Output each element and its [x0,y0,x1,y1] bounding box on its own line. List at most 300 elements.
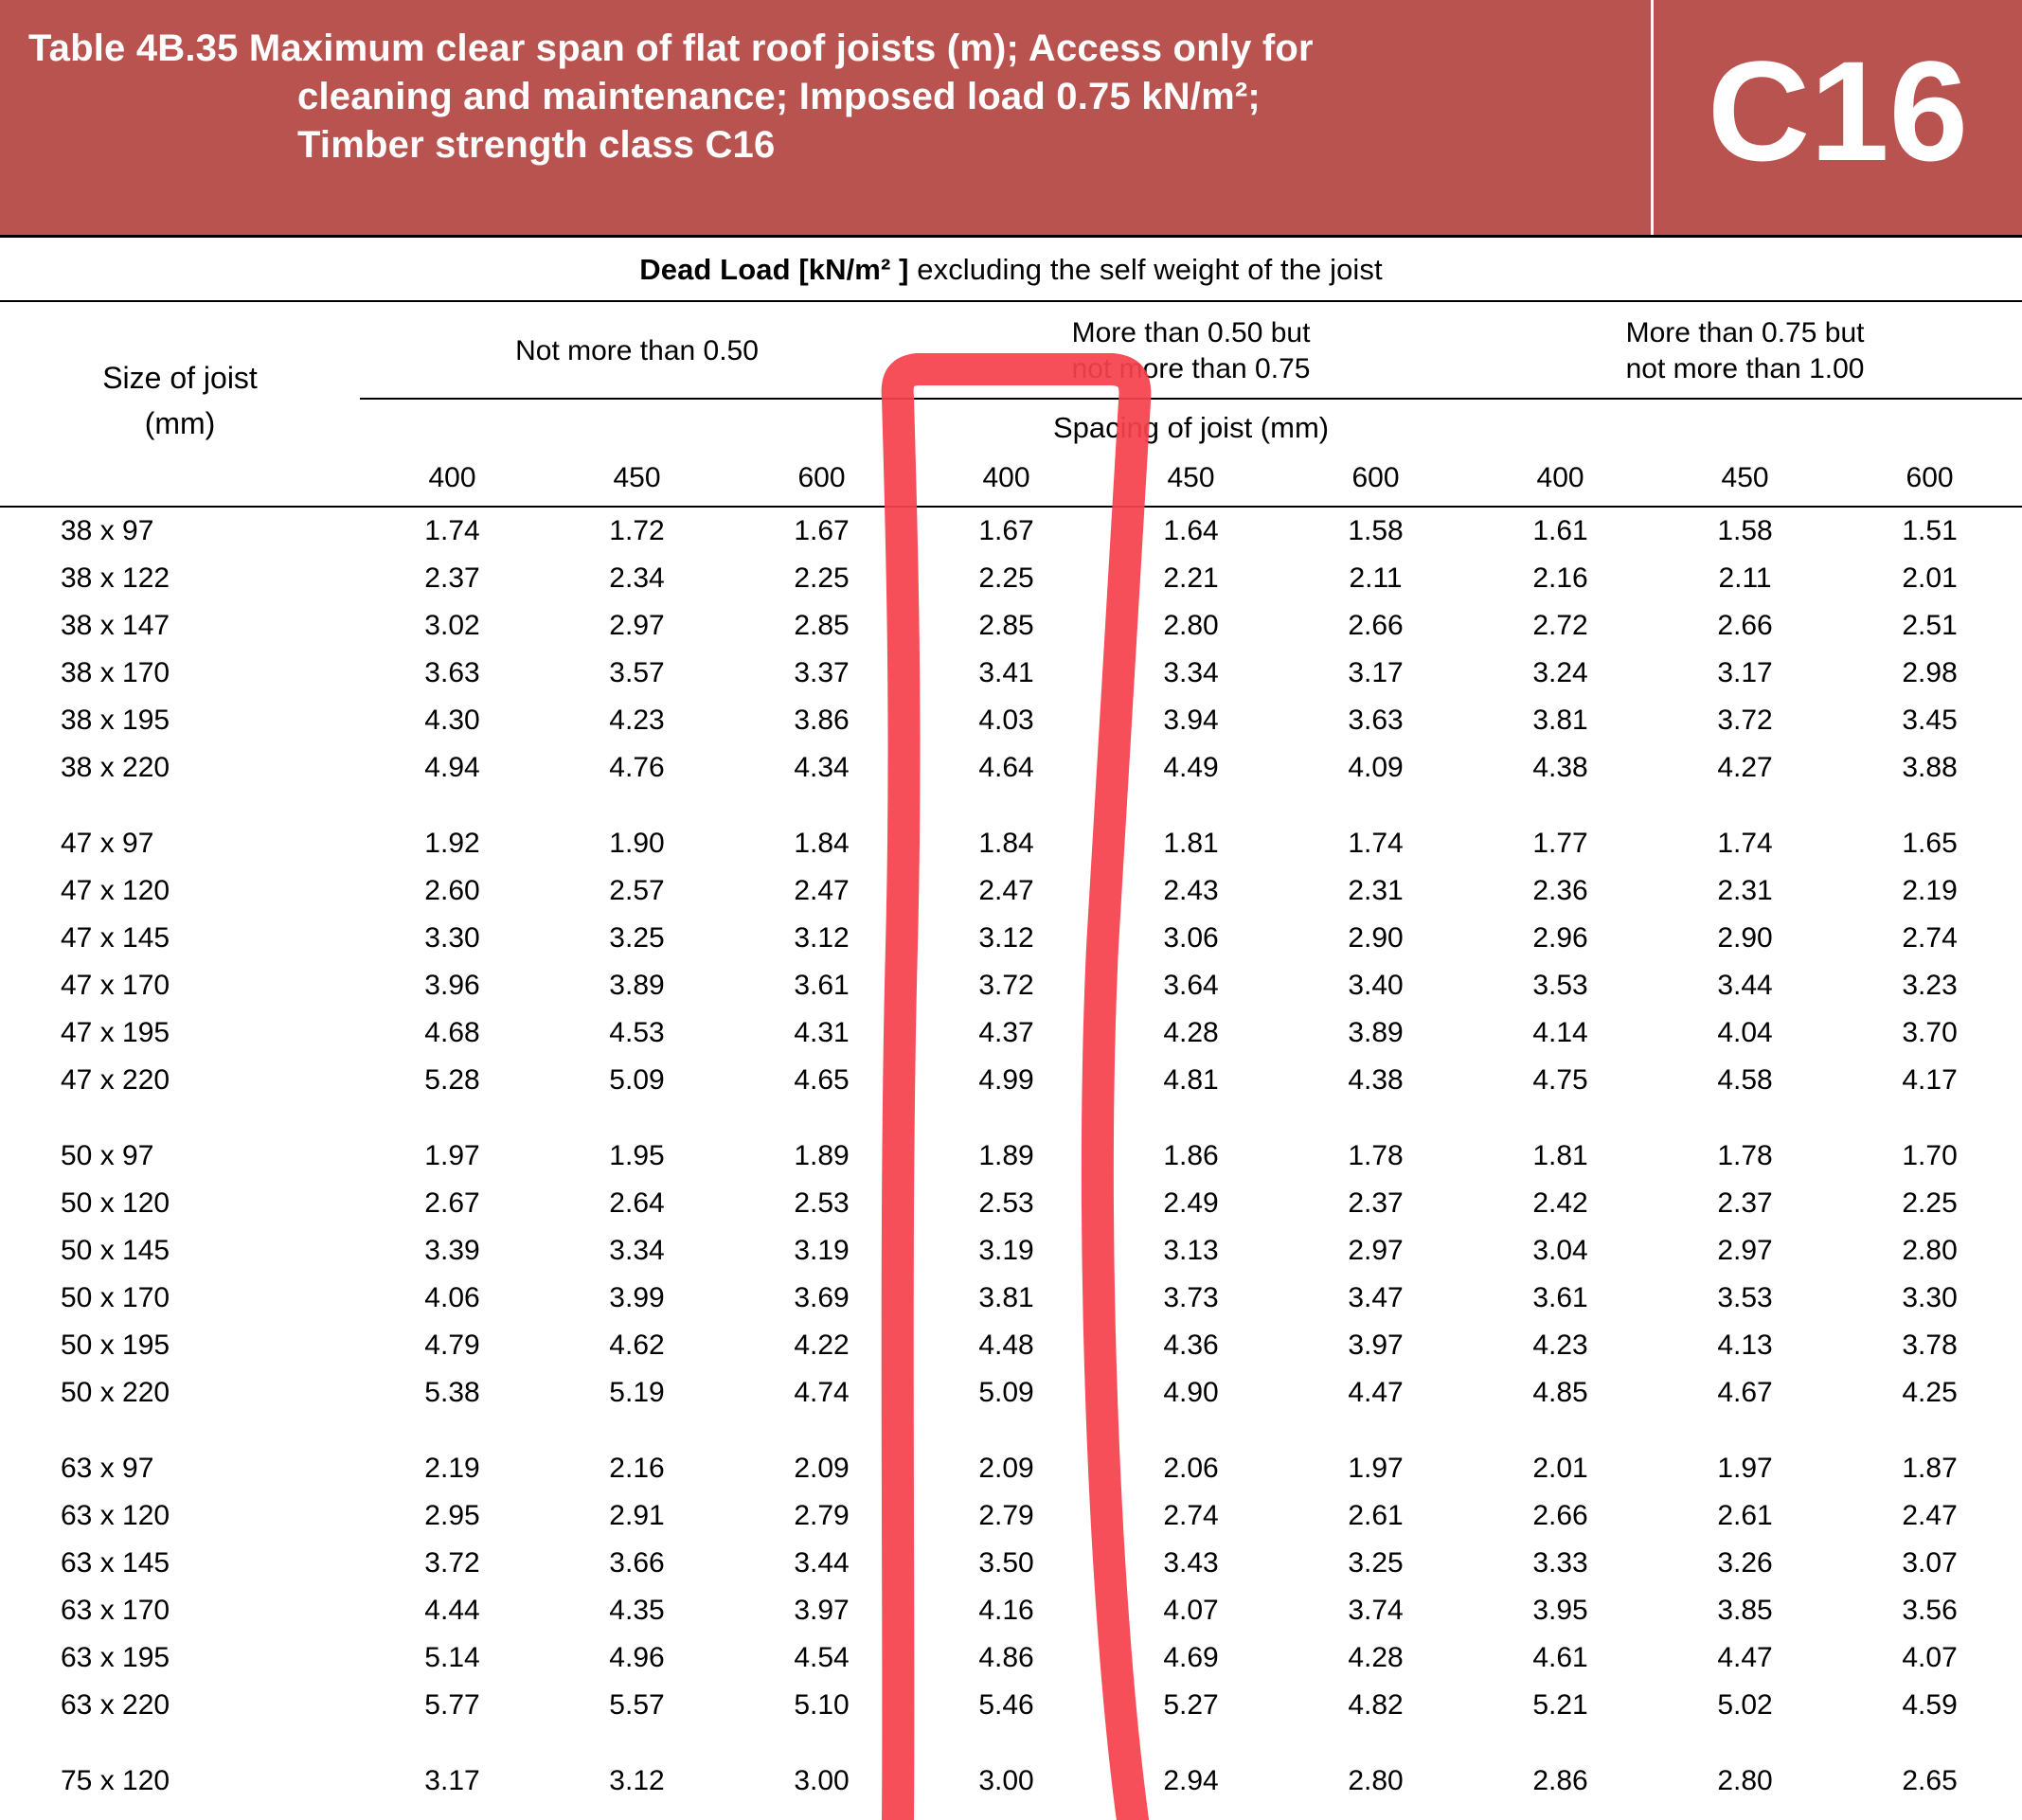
spacing-value-header-3: 600 [797,462,846,493]
span-value-cell: 3.66 [609,1547,665,1579]
span-value-cell: 2.34 [609,562,665,594]
span-value-cell: 3.53 [1717,1282,1773,1313]
span-value-cell: 5.02 [1717,1689,1773,1721]
maximum-clear-span-table [0,302,2022,1805]
span-value-cell: 1.81 [1532,1140,1588,1171]
span-value-cell: 2.43 [1163,875,1219,906]
joist-size-cell: 50 x 220 [61,1377,170,1408]
table-row [0,1322,2022,1369]
page-title-line-1: Table 4B.35 Maximum clear span of flat roof joists (m); Access only for [28,27,1314,69]
span-value-cell: 4.47 [1717,1642,1773,1673]
span-value-cell: 4.96 [609,1642,665,1673]
dead-load-group-header-2-line-2: not more than 0.75 [1071,352,1311,384]
joist-size-cell: 50 x 145 [61,1235,170,1266]
span-value-cell: 3.56 [1902,1595,1958,1626]
span-value-cell: 4.27 [1717,752,1773,783]
table-block-gap-cell [0,792,2022,820]
span-value-cell: 1.97 [1717,1453,1773,1484]
span-value-cell: 3.12 [794,922,850,954]
span-value-cell: 1.58 [1653,507,1837,555]
table-block-gap [0,792,2022,820]
span-value-cell: 2.98 [1902,657,1958,688]
span-value-cell: 3.40 [1348,970,1404,1001]
spacing-value-header-2: 450 [613,462,661,493]
span-value-cell: 3.99 [609,1282,665,1313]
joist-size-cell: 63 x 120 [61,1500,170,1531]
joist-size-cell: 63 x 220 [61,1689,170,1721]
span-value-cell: 4.06 [424,1282,480,1313]
joist-size-cell: 38 x 97 [0,507,360,555]
span-value-cell: 3.02 [424,610,480,641]
span-value-cell: 3.06 [1163,922,1219,954]
span-value-cell: 3.74 [1348,1595,1404,1626]
dead-load-group-header-3-line-1: More than 0.75 but [1625,317,1865,348]
span-value-cell: 5.28 [424,1064,480,1096]
span-value-cell: 3.53 [1532,970,1588,1001]
span-value-cell: 4.23 [609,705,665,736]
span-value-cell: 1.90 [609,828,665,859]
page-title-line-3: Timber strength class C16 [297,123,776,166]
span-value-cell: 2.47 [978,875,1034,906]
dead-load-caption-bold: Dead Load [kN/m² ] [639,253,909,286]
span-value-cell: 4.64 [978,752,1034,783]
span-value-cell: 4.90 [1163,1377,1219,1408]
span-value-cell: 3.44 [1717,970,1773,1001]
table-row [0,820,2022,867]
joist-size-cell: 63 x 97 [61,1453,154,1484]
span-value-cell: 2.97 [1717,1235,1773,1266]
span-value-cell: 2.74 [1163,1500,1219,1531]
span-value-cell: 3.04 [1532,1235,1588,1266]
dead-load-group-header-1 [360,302,914,399]
span-value-cell: 3.30 [1902,1282,1958,1313]
span-value-cell: 3.69 [794,1282,850,1313]
joist-size-cell: 50 x 195 [61,1329,170,1361]
span-value-cell: 2.53 [794,1187,850,1219]
span-value-cell: 1.84 [978,828,1034,859]
span-value-cell: 4.35 [609,1595,665,1626]
span-value-cell: 2.31 [1717,875,1773,906]
span-value-cell: 4.75 [1532,1064,1588,1096]
span-value-cell: 4.48 [978,1329,1034,1361]
joist-size-cell: 47 x 220 [61,1064,170,1096]
span-value-cell: 4.65 [794,1064,850,1096]
span-value-cell: 2.21 [1163,562,1219,594]
span-value-cell: 1.89 [794,1140,850,1171]
span-value-cell: 3.07 [1902,1547,1958,1579]
span-value-cell: 2.06 [1163,1453,1219,1484]
span-value-cell: 5.09 [609,1064,665,1096]
spacing-of-joist-header: Spacing of joist (mm) [360,399,2022,455]
span-value-cell: 4.34 [794,752,850,783]
span-value-cell: 3.34 [609,1235,665,1266]
span-value-cell: 4.49 [1163,752,1219,783]
span-value-cell: 4.86 [978,1642,1034,1673]
span-value-cell: 3.23 [1902,970,1958,1001]
joist-size-cell: 38 x 220 [61,752,170,783]
span-value-cell: 4.07 [1163,1595,1219,1626]
span-value-cell: 3.30 [424,922,480,954]
span-value-cell: 1.89 [978,1140,1034,1171]
dead-load-group-header-2 [914,302,1468,399]
span-value-cell: 4.79 [424,1329,480,1361]
span-value-cell: 3.12 [609,1765,665,1796]
span-value-cell: 3.81 [1532,705,1588,736]
span-value-cell: 4.09 [1348,752,1404,783]
span-value-cell: 4.38 [1532,752,1588,783]
span-value-cell: 3.81 [978,1282,1034,1313]
span-value-cell: 2.19 [424,1453,480,1484]
span-value-cell: 5.46 [978,1689,1034,1721]
span-value-cell: 3.33 [1532,1547,1588,1579]
size-of-joist-header-line-2: (mm) [144,405,216,440]
span-value-cell: 3.95 [1532,1595,1588,1626]
span-value-cell: 4.85 [1532,1377,1588,1408]
span-value-cell: 5.38 [424,1377,480,1408]
span-value-cell: 1.87 [1902,1453,1958,1484]
span-value-cell: 3.63 [1348,705,1404,736]
span-value-cell: 2.96 [1532,922,1588,954]
span-value-cell: 3.94 [1163,705,1219,736]
span-value-cell: 4.07 [1902,1642,1958,1673]
dead-load-caption [0,238,2022,300]
table-row [0,697,2022,744]
table-header-groups-row [0,302,2022,399]
span-value-cell: 1.97 [424,1140,480,1171]
span-value-cell: 4.61 [1532,1642,1588,1673]
page-title [0,0,1651,235]
span-value-cell: 3.61 [794,970,850,1001]
span-value-cell: 4.31 [794,1017,850,1048]
span-value-cell: 4.54 [794,1642,850,1673]
span-value-cell: 2.85 [794,610,850,641]
span-value-cell: 2.37 [1348,1187,1404,1219]
span-value-cell: 5.77 [424,1689,480,1721]
span-value-cell: 2.90 [1717,922,1773,954]
span-value-cell: 2.74 [1902,922,1958,954]
table-row [0,1227,2022,1275]
dead-load-group-header-1-line-1: Not more than 0.50 [515,334,759,366]
span-value-cell: 5.27 [1163,1689,1219,1721]
table-row [0,915,2022,962]
span-value-cell: 2.86 [1532,1765,1588,1796]
strength-class-badge: C16 [1651,0,2022,235]
spacing-value-header-9: 600 [1906,462,1954,493]
span-value-cell: 5.19 [609,1377,665,1408]
spacing-value-header-4: 400 [982,462,1030,493]
span-value-cell: 4.23 [1532,1329,1588,1361]
span-value-cell: 2.66 [1717,610,1773,641]
span-value-cell: 1.92 [424,828,480,859]
joist-size-cell: 47 x 145 [61,922,170,954]
span-value-cell: 2.90 [1348,922,1404,954]
joist-size-cell: 63 x 170 [61,1595,170,1626]
spacing-value-header-6: 600 [1351,462,1400,493]
span-value-cell: 4.14 [1532,1017,1588,1048]
table-row [0,1492,2022,1540]
span-value-cell: 2.25 [978,562,1034,594]
joist-size-cell: 47 x 170 [61,970,170,1001]
span-value-cell: 2.47 [1902,1500,1958,1531]
span-value-cell: 2.09 [794,1453,850,1484]
span-value-cell: 4.58 [1717,1064,1773,1096]
span-value-cell: 2.61 [1717,1500,1773,1531]
span-value-cell: 2.94 [1163,1765,1219,1796]
dead-load-group-header-3-line-2: not more than 1.00 [1625,352,1865,384]
span-value-cell: 3.50 [978,1547,1034,1579]
span-value-cell: 3.00 [978,1765,1034,1796]
span-value-cell: 2.80 [1902,1235,1958,1266]
span-value-cell: 2.25 [794,562,850,594]
span-value-cell: 2.19 [1902,875,1958,906]
span-value-cell: 2.42 [1532,1187,1588,1219]
span-value-cell: 2.91 [609,1500,665,1531]
span-value-cell: 3.97 [794,1595,850,1626]
span-value-cell: 2.51 [1902,610,1958,641]
span-value-cell: 2.16 [1532,562,1588,594]
span-value-cell: 1.84 [794,828,850,859]
span-value-cell: 1.67 [729,507,914,555]
span-value-cell: 1.74 [360,507,545,555]
span-value-cell: 2.57 [609,875,665,906]
span-value-cell: 4.76 [609,752,665,783]
table-block-gap [0,1417,2022,1445]
span-value-cell: 5.14 [424,1642,480,1673]
dead-load-caption-rest: excluding the self weight of the joist [908,253,1383,286]
table-row [0,867,2022,915]
span-value-cell: 1.78 [1348,1140,1404,1171]
span-value-cell: 3.78 [1902,1329,1958,1361]
span-value-cell: 1.81 [1163,828,1219,859]
span-value-cell: 4.03 [978,705,1034,736]
span-value-cell: 4.44 [424,1595,480,1626]
span-value-cell: 4.94 [424,752,480,783]
span-value-cell: 3.73 [1163,1282,1219,1313]
span-value-cell: 4.47 [1348,1377,1404,1408]
size-of-joist-header [0,302,360,507]
table-row [0,1180,2022,1227]
span-value-cell: 3.44 [794,1547,850,1579]
span-value-cell: 2.66 [1532,1500,1588,1531]
span-value-cell: 3.72 [978,970,1034,1001]
table-row [0,1275,2022,1322]
span-value-cell: 2.66 [1348,610,1404,641]
span-value-cell: 2.31 [1348,875,1404,906]
span-value-cell: 2.95 [424,1500,480,1531]
table-row [0,1540,2022,1587]
span-value-cell: 4.28 [1348,1642,1404,1673]
span-value-cell: 3.45 [1902,705,1958,736]
span-value-cell: 4.81 [1163,1064,1219,1096]
span-value-cell: 5.10 [794,1689,850,1721]
span-value-cell: 1.95 [609,1140,665,1171]
span-value-cell: 3.37 [794,657,850,688]
span-value-cell: 3.89 [609,970,665,1001]
table-header-band [0,0,2022,235]
joist-size-cell: 38 x 195 [61,705,170,736]
table-row [0,1133,2022,1180]
span-value-cell: 4.38 [1348,1064,1404,1096]
span-value-cell: 3.17 [1717,657,1773,688]
joist-size-cell: 63 x 145 [61,1547,170,1579]
span-value-cell: 2.37 [424,562,480,594]
span-value-cell: 3.19 [978,1235,1034,1266]
span-value-cell: 3.17 [1348,657,1404,688]
span-value-cell: 2.25 [1902,1187,1958,1219]
span-value-cell: 2.97 [1348,1235,1404,1266]
spacing-value-header-7: 400 [1536,462,1584,493]
span-value-cell: 3.43 [1163,1547,1219,1579]
span-value-cell: 2.37 [1717,1187,1773,1219]
span-value-cell: 3.89 [1348,1017,1404,1048]
span-value-cell: 3.61 [1532,1282,1588,1313]
joist-size-cell: 38 x 170 [61,657,170,688]
span-value-cell: 4.36 [1163,1329,1219,1361]
span-value-cell: 4.37 [978,1017,1034,1048]
span-value-cell: 4.69 [1163,1642,1219,1673]
span-value-cell: 2.47 [794,875,850,906]
table-row [0,650,2022,697]
span-value-cell: 1.74 [1717,828,1773,859]
joist-size-cell: 63 x 195 [61,1642,170,1673]
span-value-cell: 1.86 [1163,1140,1219,1171]
span-value-cell: 3.47 [1348,1282,1404,1313]
span-value-cell: 2.61 [1348,1500,1404,1531]
joist-size-cell: 47 x 97 [61,828,154,859]
span-value-cell: 3.26 [1717,1547,1773,1579]
span-table-sheet [0,238,2022,1805]
table-row [0,744,2022,792]
span-value-cell: 3.86 [794,705,850,736]
table-row [0,1634,2022,1682]
span-value-cell: 2.79 [794,1500,850,1531]
table-row [0,1758,2022,1805]
span-value-cell: 4.53 [609,1017,665,1048]
table-row [0,1587,2022,1634]
span-value-cell: 3.57 [609,657,665,688]
span-value-cell: 4.62 [609,1329,665,1361]
span-value-cell: 1.67 [914,507,1099,555]
span-value-cell: 5.09 [978,1377,1034,1408]
span-value-cell: 2.53 [978,1187,1034,1219]
span-value-cell: 4.13 [1717,1329,1773,1361]
table-row [0,602,2022,650]
span-value-cell: 3.25 [1348,1547,1404,1579]
span-value-cell: 2.97 [609,610,665,641]
spacing-value-header-8: 450 [1721,462,1769,493]
table-block-gap-cell [0,1729,2022,1758]
span-value-cell: 2.67 [424,1187,480,1219]
span-value-cell: 1.61 [1468,507,1653,555]
span-value-cell: 2.16 [609,1453,665,1484]
span-value-cell: 1.77 [1532,828,1588,859]
table-row [0,1009,2022,1057]
span-value-cell: 2.85 [978,610,1034,641]
span-value-cell: 4.67 [1717,1377,1773,1408]
joist-size-cell: 38 x 147 [61,610,170,641]
dead-load-group-header-3 [1468,302,2022,399]
table-row [0,962,2022,1009]
span-value-cell: 2.49 [1163,1187,1219,1219]
dead-load-group-header-2-line-1: More than 0.50 but [1071,317,1311,348]
table-row [0,555,2022,602]
page-title-line-2: cleaning and maintenance; Imposed load 0.75 kN/m²; [297,75,1261,117]
joist-size-cell: 47 x 120 [61,875,170,906]
span-value-cell: 4.17 [1902,1064,1958,1096]
span-value-cell: 1.58 [1283,507,1468,555]
span-value-cell: 3.25 [609,922,665,954]
span-value-cell: 1.78 [1717,1140,1773,1171]
span-value-cell: 2.64 [609,1187,665,1219]
span-value-cell: 4.99 [978,1064,1034,1096]
span-value-cell: 4.30 [424,705,480,736]
span-value-cell: 4.28 [1163,1017,1219,1048]
span-value-cell: 3.88 [1902,752,1958,783]
span-value-cell: 1.64 [1099,507,1283,555]
table-row [0,1682,2022,1729]
span-value-cell: 3.19 [794,1235,850,1266]
table-block-gap [0,1104,2022,1133]
span-value-cell: 4.68 [424,1017,480,1048]
span-value-cell: 2.65 [1902,1765,1958,1796]
joist-size-cell: 47 x 195 [61,1017,170,1048]
span-value-cell: 3.97 [1348,1329,1404,1361]
joist-size-cell: 38 x 122 [61,562,170,594]
table-block-gap-cell [0,1417,2022,1445]
span-value-cell: 5.21 [1532,1689,1588,1721]
span-value-cell: 3.12 [978,922,1034,954]
span-value-cell: 3.85 [1717,1595,1773,1626]
table-row [0,507,2022,555]
span-value-cell: 4.25 [1902,1377,1958,1408]
span-value-cell: 3.13 [1163,1235,1219,1266]
span-value-cell: 3.72 [424,1547,480,1579]
span-value-cell: 2.09 [978,1453,1034,1484]
span-value-cell: 4.82 [1348,1689,1404,1721]
span-value-cell: 3.96 [424,970,480,1001]
span-value-cell: 3.41 [978,657,1034,688]
span-value-cell: 2.11 [1718,562,1772,594]
span-value-cell: 2.79 [978,1500,1034,1531]
span-value-cell: 1.70 [1902,1140,1958,1171]
span-value-cell: 5.57 [609,1689,665,1721]
span-value-cell: 1.65 [1902,828,1958,859]
span-value-cell: 2.36 [1532,875,1588,906]
span-value-cell: 2.60 [424,875,480,906]
joist-size-cell: 50 x 170 [61,1282,170,1313]
span-value-cell: 2.01 [1902,562,1958,594]
table-block-gap [0,1729,2022,1758]
table-row [0,1369,2022,1417]
span-value-cell: 1.51 [1837,507,2022,555]
span-value-cell: 2.01 [1532,1453,1588,1484]
span-value-cell: 3.64 [1163,970,1219,1001]
span-value-cell: 2.11 [1349,562,1403,594]
span-value-cell: 3.70 [1902,1017,1958,1048]
span-value-cell: 2.80 [1163,610,1219,641]
joist-size-cell: 50 x 120 [61,1187,170,1219]
span-value-cell: 4.74 [794,1377,850,1408]
span-value-cell: 1.72 [545,507,729,555]
span-value-cell: 3.39 [424,1235,480,1266]
span-value-cell: 4.16 [978,1595,1034,1626]
span-value-cell: 1.97 [1348,1453,1404,1484]
span-value-cell: 2.80 [1717,1765,1773,1796]
span-value-cell: 3.24 [1532,657,1588,688]
size-of-joist-header-line-1: Size of joist [102,360,258,395]
span-value-cell: 3.63 [424,657,480,688]
span-value-cell: 4.04 [1717,1017,1773,1048]
